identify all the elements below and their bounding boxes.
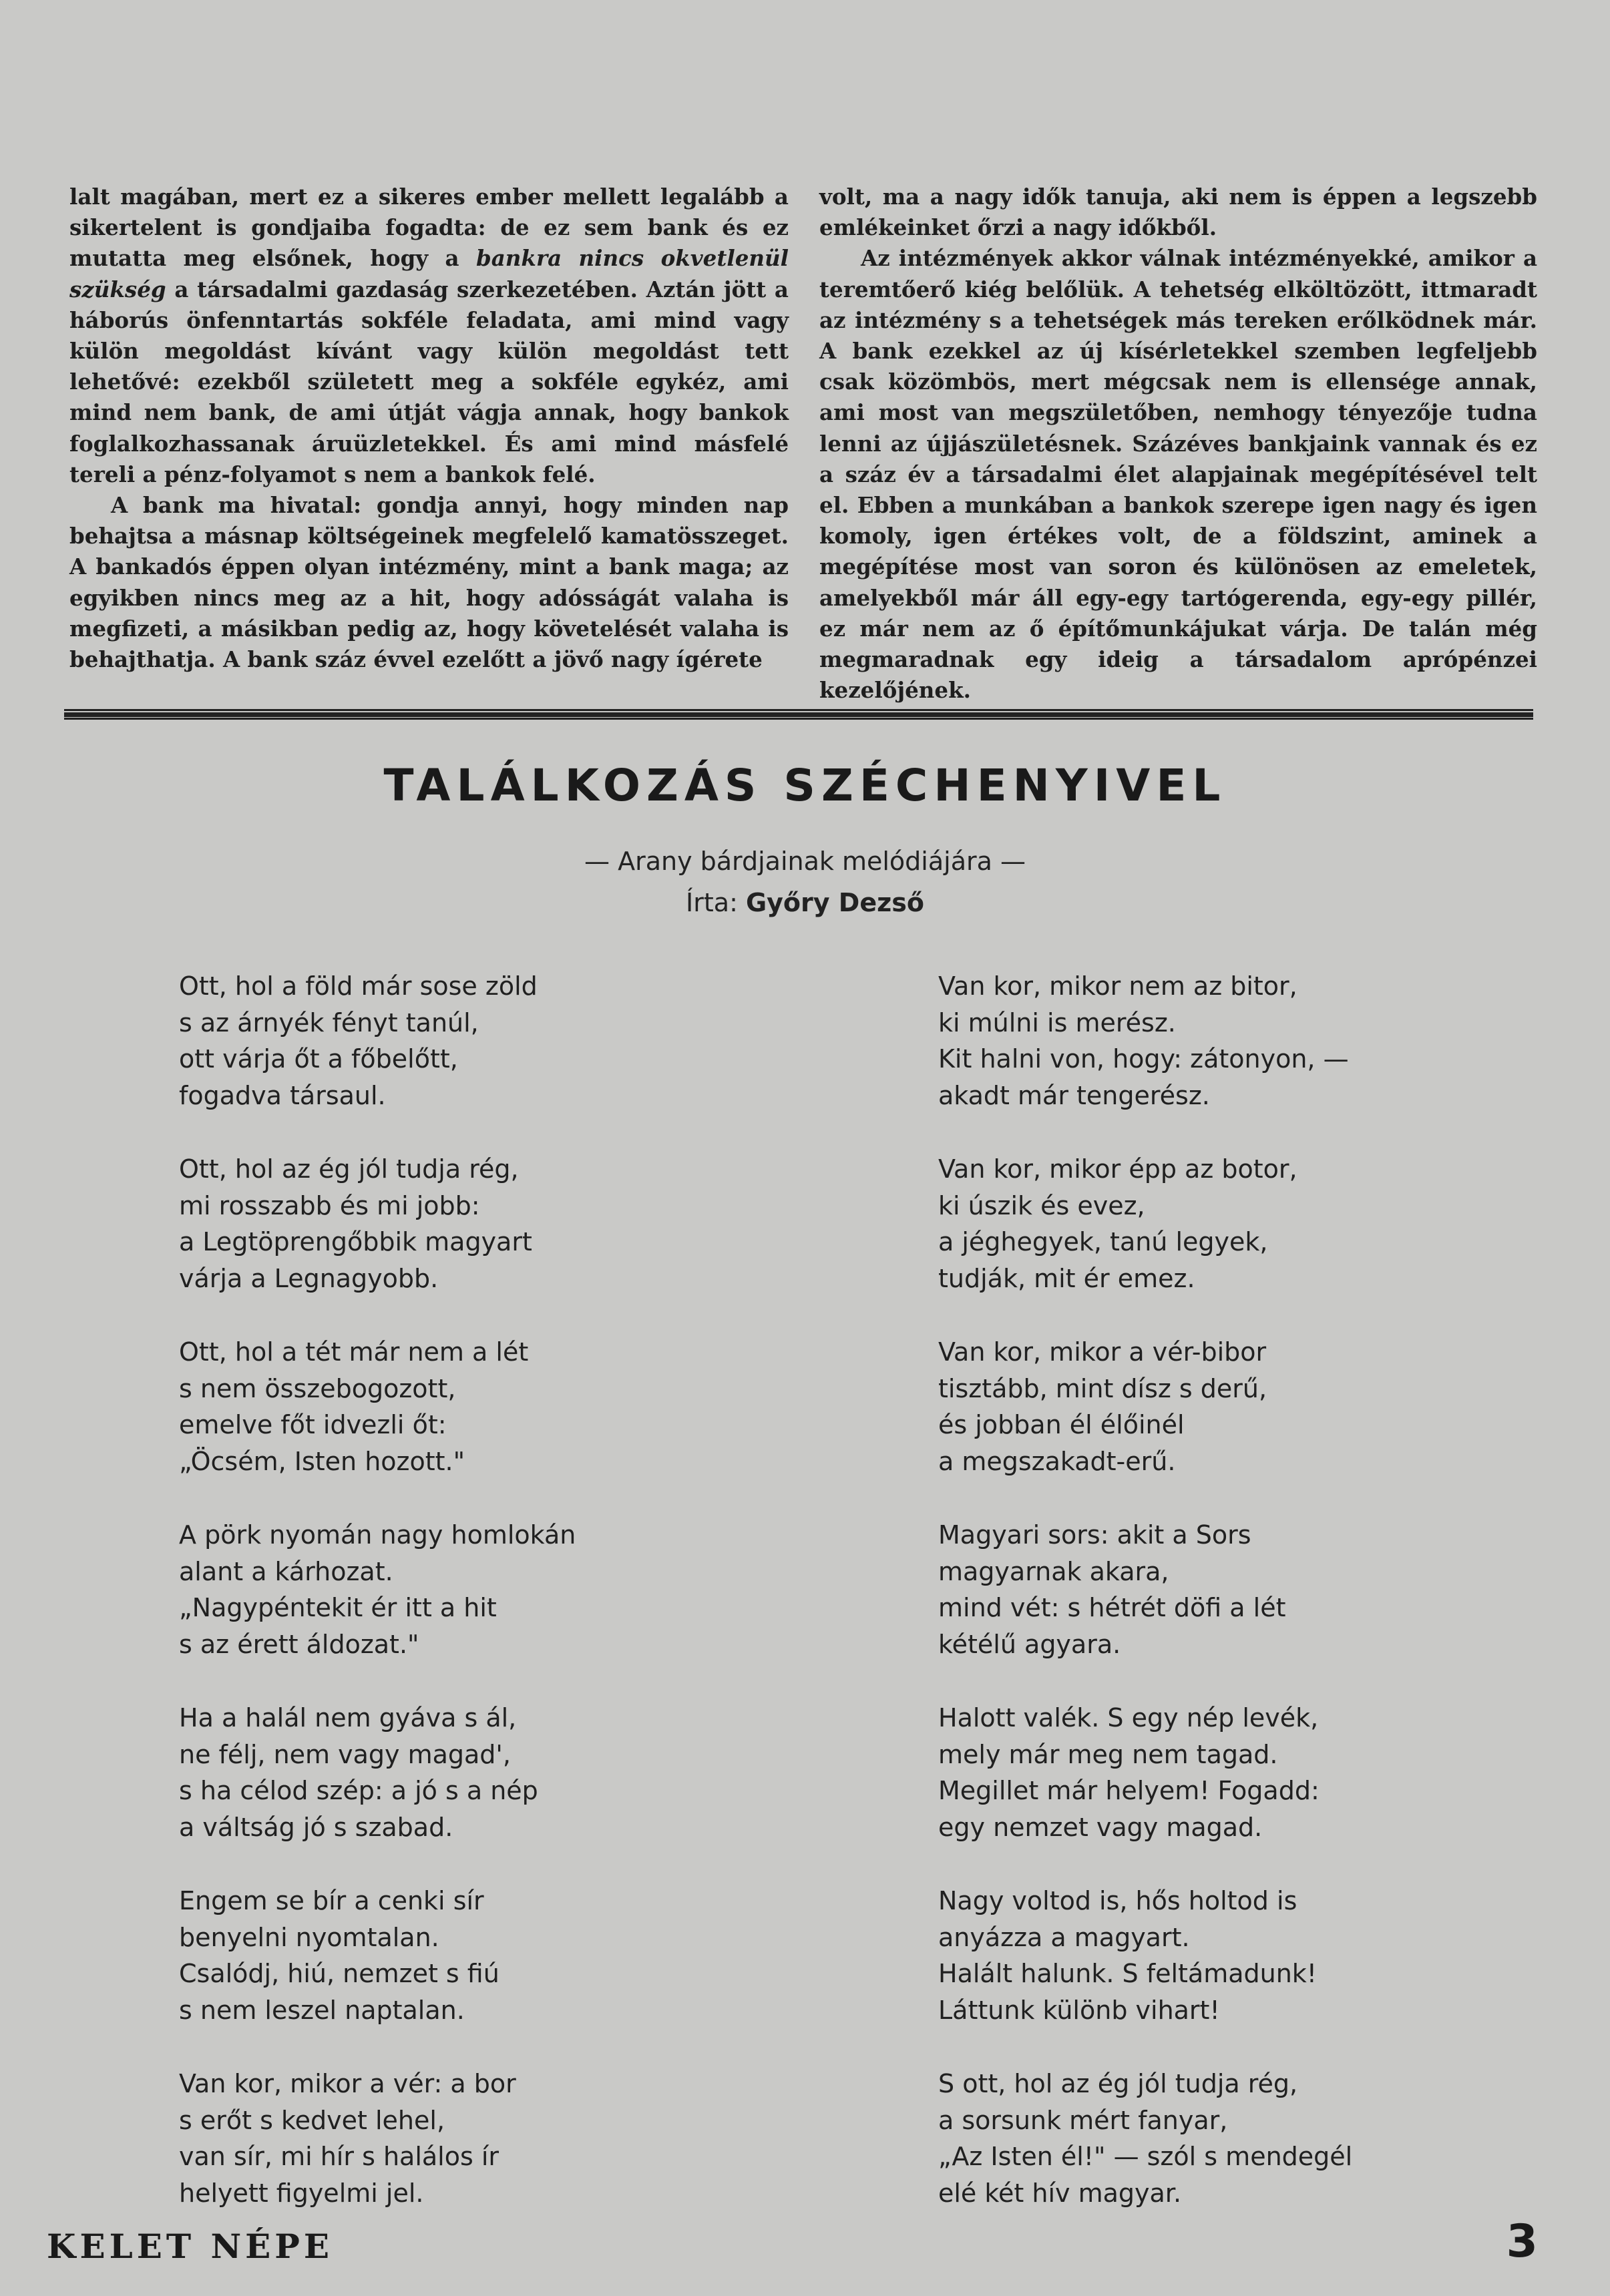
poem-line: a megszakadt-erű. <box>938 1446 1176 1476</box>
poem-line: a sorsunk mért fanyar, <box>938 2105 1228 2135</box>
section-divider <box>64 709 1533 720</box>
poem-line: S ott, hol az ég jól tudja rég, <box>938 2069 1298 2098</box>
poem-stanza <box>179 968 780 1114</box>
poem-line: van sír, mi hír s halálos ír <box>179 2142 499 2171</box>
poem-line: ott várja őt a főbelőtt, <box>179 1044 458 1074</box>
poem-line: mi rosszabb és mi jobb: <box>179 1190 480 1220</box>
poem-line: magyarnak akara, <box>938 1556 1169 1586</box>
poem-line: kétélű agyara. <box>938 1629 1121 1659</box>
article-paragraph: Az intézmények akkor válnak intézményekké, amikor a teremtőerő kiég belőlük. A tehetség elköltözött, ittmaradt az intézmény s a tehetségek más tereken erőlködnek már. A bank ezekkel az új kísérletekkel szemben legfeljebb csak közömbös, mert mégcsak nem is ellensége annak, ami most van megszületőben, nemhogy tényezője tudna lenni az újjászületésnek. Százéves bankjaink vannak és ez a száz év a társadalmi élet alapjainak megépítésével telt el. Ebben a munkában a bankok szerepe igen nagy és igen komoly, igen értékes volt, de a földszint, aminek a megépítése most van soron és különösen az emeletek, amelyekből már áll egy-egy tartógerenda, egy-egy pillér, ez már nem az ő építőmunkájukat várja. De talán még megmaradnak egy ideig a társadalom aprópénzei kezelőjének. <box>819 245 1537 704</box>
poem-line: mely már meg nem tagad. <box>938 1739 1278 1769</box>
poem-stanza <box>179 1883 780 2028</box>
poem-line: Ott, hol a tét már nem a lét <box>179 1337 529 1367</box>
publication-name: KELET NÉPE <box>47 2227 333 2266</box>
poem-stanza <box>938 1151 1539 1297</box>
poem-line: s nem leszel naptalan. <box>179 1995 465 2025</box>
poem-line: Megillet már helyem! Fogadd: <box>938 1776 1320 1805</box>
poem-line: Magyari sors: akit a Sors <box>938 1520 1251 1550</box>
byline-prefix: Írta: <box>686 888 738 917</box>
poem-stanza <box>938 1883 1539 2028</box>
poem-stanza <box>938 968 1539 1114</box>
poem-line: Csalódj, hiú, nemzet s fiú <box>179 1959 499 1988</box>
article-paragraph: volt, ma a nagy idők tanuja, aki nem is éppen a legszebb emlékeinket őrzi a nagy időkből. <box>819 184 1537 241</box>
divider-line <box>64 718 1533 720</box>
poem-stanza <box>179 1700 780 1845</box>
poem-line: Ott, hol az ég jól tudja rég, <box>179 1154 519 1184</box>
poem-line: A pörk nyomán nagy homlokán <box>179 1520 576 1550</box>
poem-line: benyelni nyomtalan. <box>179 1922 439 1952</box>
article-paragraph: A bank ma hivatal: gondja annyi, hogy minden nap behajtsa a másnap költségeinek megfelelő kamatösszeget. A bankadós éppen olyan intézmény, mint a bank maga; az egyikben nincs meg az a hit, hogy adósságát valaha is megfizeti, a másikban pedig az, hogy követelését valaha is behajthatja. A bank száz évvel ezelőtt a jövő nagy ígérete <box>69 492 789 673</box>
poem-line: Van kor, mikor épp az botor, <box>938 1154 1297 1184</box>
poem-line: helyett figyelmi jel. <box>179 2178 424 2208</box>
poem-line: Ha a halál nem gyáva s ál, <box>179 1703 517 1733</box>
poem-column-right <box>938 968 1539 2249</box>
poem-line: Láttunk különb vihart! <box>938 1995 1220 2025</box>
poem-line: a Legtöprengőbbik magyart <box>179 1227 532 1256</box>
poem-line: s az árnyék fényt tanúl, <box>179 1007 479 1038</box>
poem-line: tudják, mit ér emez. <box>938 1263 1195 1293</box>
poem-line: Van kor, mikor a vér: a bor <box>179 2069 516 2098</box>
poem-stanza <box>938 1517 1539 1662</box>
poem-line: és jobban él élőinél <box>938 1410 1185 1439</box>
article-paragraph <box>69 182 789 490</box>
poem-line: alant a kárhozat. <box>179 1556 393 1586</box>
article-column-left <box>69 182 789 675</box>
poem-line: ne félj, nem vagy magad', <box>179 1739 511 1769</box>
poem-line: Engem se bír a cenki sír <box>179 1886 484 1915</box>
poem-line: s erőt s kedvet lehel, <box>179 2105 445 2135</box>
poem-line: fogadva társaul. <box>179 1080 386 1110</box>
article-text: lalt magában, mert ez a sikeres ember mellett legalább a sikertelent is gondjaiba fogadta: de ez sem bank és ez mutatta meg elsőnek, hogy a <box>69 184 789 272</box>
poem-line: ki múlni is merész. <box>938 1007 1176 1038</box>
poem-stanza <box>938 2066 1539 2211</box>
poem-line: ki úszik és evez, <box>938 1190 1145 1220</box>
article-text: a társadalmi gazdaság szerkezetében. Aztán jött a háborús önfenntartás sokféle feladata, ami mind vagy külön megoldást kívánt vagy külön megoldást tett lehetővé: ezekből született meg a sokféle egykéz, ami mind nem bank, de ami útját vágja annak, hogy bankok foglalkozhassanak áruüzletekkel. És ami mind másfelé tereli a pénz-folyamot s nem a bankok felé. <box>69 276 789 487</box>
poem-line: tisztább, mint dísz s derű, <box>938 1373 1267 1403</box>
poem-stanza <box>179 1334 780 1479</box>
poem-line: Ott, hol a föld már sose zöld <box>179 971 538 1001</box>
page-number: 3 <box>1506 2215 1538 2268</box>
poem-line: „Öcsém, Isten hozott." <box>179 1446 465 1476</box>
poem-line: mind vét: s hétrét döfi a lét <box>938 1593 1286 1622</box>
divider-line <box>64 709 1533 711</box>
divider-line <box>64 712 1533 717</box>
article-emphasis: bankra nincs okvetlenül szükség <box>69 245 789 302</box>
poem-line: s ha célod szép: a jó s a nép <box>179 1776 538 1805</box>
poem-stanza <box>938 1334 1539 1479</box>
poem-column-left <box>179 968 780 2249</box>
poem-line: Halált halunk. S feltámadunk! <box>938 1959 1318 1988</box>
poem-line: Kit halni von, hogy: zátonyon, — <box>938 1044 1349 1074</box>
poem-line: Van kor, mikor nem az bitor, <box>938 971 1297 1001</box>
poem-line: „Az Isten él!" — szól s mendegél <box>938 2142 1353 2171</box>
poem-stanza <box>179 1151 780 1297</box>
poem-author: Győry Dezső <box>745 888 924 917</box>
poem-line: „Nagypéntekit ér itt a hit <box>179 1593 497 1622</box>
poem-stanza <box>179 1517 780 1662</box>
poem-subtitle: — Arany bárdjainak melódiájára — <box>584 847 1026 876</box>
poem-line: akadt már tengerész. <box>938 1080 1210 1110</box>
poem-byline <box>0 888 1610 917</box>
poem-line: anyázza a magyart. <box>938 1922 1190 1952</box>
poem-stanza <box>938 1700 1539 1845</box>
poem-line: a váltság jó s szabad. <box>179 1812 453 1842</box>
poem-line: Halott valék. S egy nép levék, <box>938 1703 1319 1733</box>
poem-title: TALÁLKOZÁS SZÉCHENYIVEL <box>383 760 1227 811</box>
poem-line: elé két hív magyar. <box>938 2178 1182 2208</box>
poem-line: a jéghegyek, tanú legyek, <box>938 1227 1268 1256</box>
article-column-right <box>819 182 1537 706</box>
poem-line: Nagy voltod is, hős holtod is <box>938 1886 1297 1915</box>
poem-stanza <box>179 2066 780 2211</box>
poem-line: s az érett áldozat." <box>179 1629 419 1659</box>
poem-line: várja a Legnagyobb. <box>179 1263 439 1293</box>
poem-line: egy nemzet vagy magad. <box>938 1812 1263 1842</box>
poem-line: s nem összebogozott, <box>179 1373 456 1403</box>
poem-line: emelve főt idvezli őt: <box>179 1410 447 1439</box>
poem-line: Van kor, mikor a vér-bibor <box>938 1337 1267 1367</box>
